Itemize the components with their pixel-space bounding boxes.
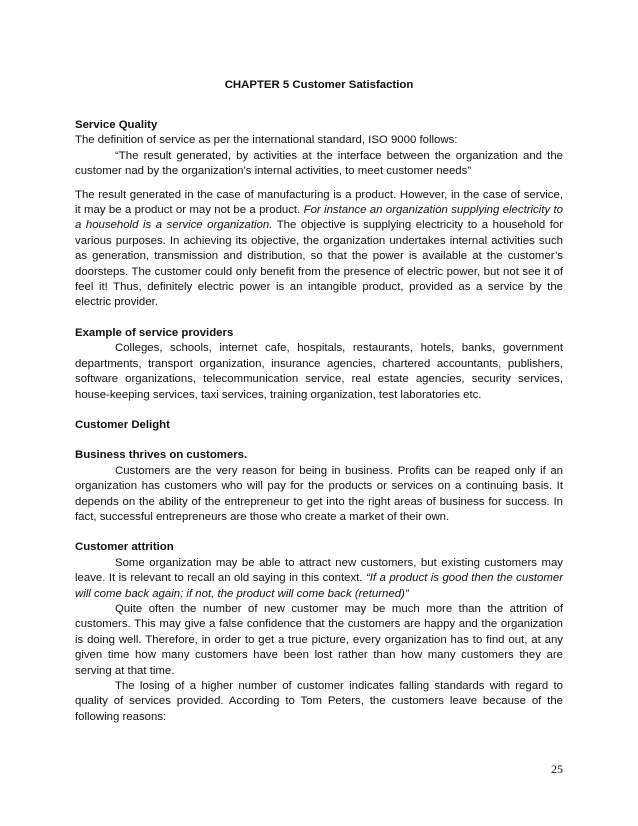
business-thrives-heading: Business thrives on customers. <box>75 449 248 462</box>
service-providers-list: Colleges, schools, internet cafe, hospitals, restaurants, hotels, banks, government departments, transport organization, insurance agencies, chartered accountants, publishers, software organizations, telecommunication service, real estate agencies, security services, house-keeping services, taxi services, training organization, test laboratories etc. <box>75 342 563 401</box>
service-quality-paragraph-start: The result generated in the case of manufacturing is a product. However, in the case of service, it may be a product or may not be a product. <box>75 188 563 217</box>
customer-attrition-saying: “If a product is good then the customer will come back again; if not, the product will come back (returned)” <box>75 572 563 600</box>
customer-attrition-paragraph-2: Quite often the number of new customer may be much more than the attrition of customers. This may give a false confidence that the customers are happy and the organization is doing well. Therefore, in order to get a true picture, every organization has to find out, at any given time how many customers have been lost rather than how many customers they are serving at that time. <box>75 602 563 677</box>
service-quality-paragraph-end: The objective is supplying electricity to a household for various purposes. In achieving its objective, the organization undertakes internal activities such as generation, transmission and distribution, so that the power is available at the customer’s doorsteps. The customer could only benefit from the presence of electric power, but not see it of feel it! Thus, definitely electric power is an intangible product, provided as a service by the electric provider. <box>75 219 563 309</box>
customer-attrition-heading: Customer attrition <box>75 541 174 554</box>
customer-delight-heading: Customer Delight <box>75 418 170 431</box>
customer-attrition-paragraph-3: The losing of a higher number of customer indicates falling standards with regard to quality of services provided. According to Tom Peters, the customers leave because of the following reasons: <box>75 680 563 723</box>
service-quality-intro: The definition of service as per the international standard, ISO 9000 follows: <box>75 134 458 147</box>
service-quality-paragraph <box>75 188 563 311</box>
document-page <box>75 0 563 826</box>
service-quality-paragraph-italic: For instance an organization supplying electricity to a household is a service organization. <box>75 204 563 232</box>
document-body <box>75 118 563 725</box>
service-providers-heading: Example of service providers <box>75 326 234 339</box>
customer-attrition-paragraph-1 <box>75 556 563 602</box>
iso-definition-quote: “The result generated, by activities at the interface between the organization and the customer nad by the organization’s internal activities, to meet customer needs” <box>75 149 563 178</box>
customer-attrition-paragraph-1-start: Some organization may be able to attract new customers, but existing customers may leave. It is relevant to recall an old saying in this context. <box>75 556 563 585</box>
page-number: 25 <box>551 762 563 776</box>
chapter-title: CHAPTER 5 Customer Satisfaction <box>224 79 414 91</box>
service-quality-heading: Service Quality <box>75 119 158 131</box>
business-thrives-paragraph: Customers are the very reason for being in business. Profits can be reaped only if an organization has customers who will pay for the products or services on a continuing basis. It depends on the ability of the entrepreneur to get into the right areas of business for success. In fact, successful entrepreneurs are those who create a market of their own. <box>75 464 563 523</box>
